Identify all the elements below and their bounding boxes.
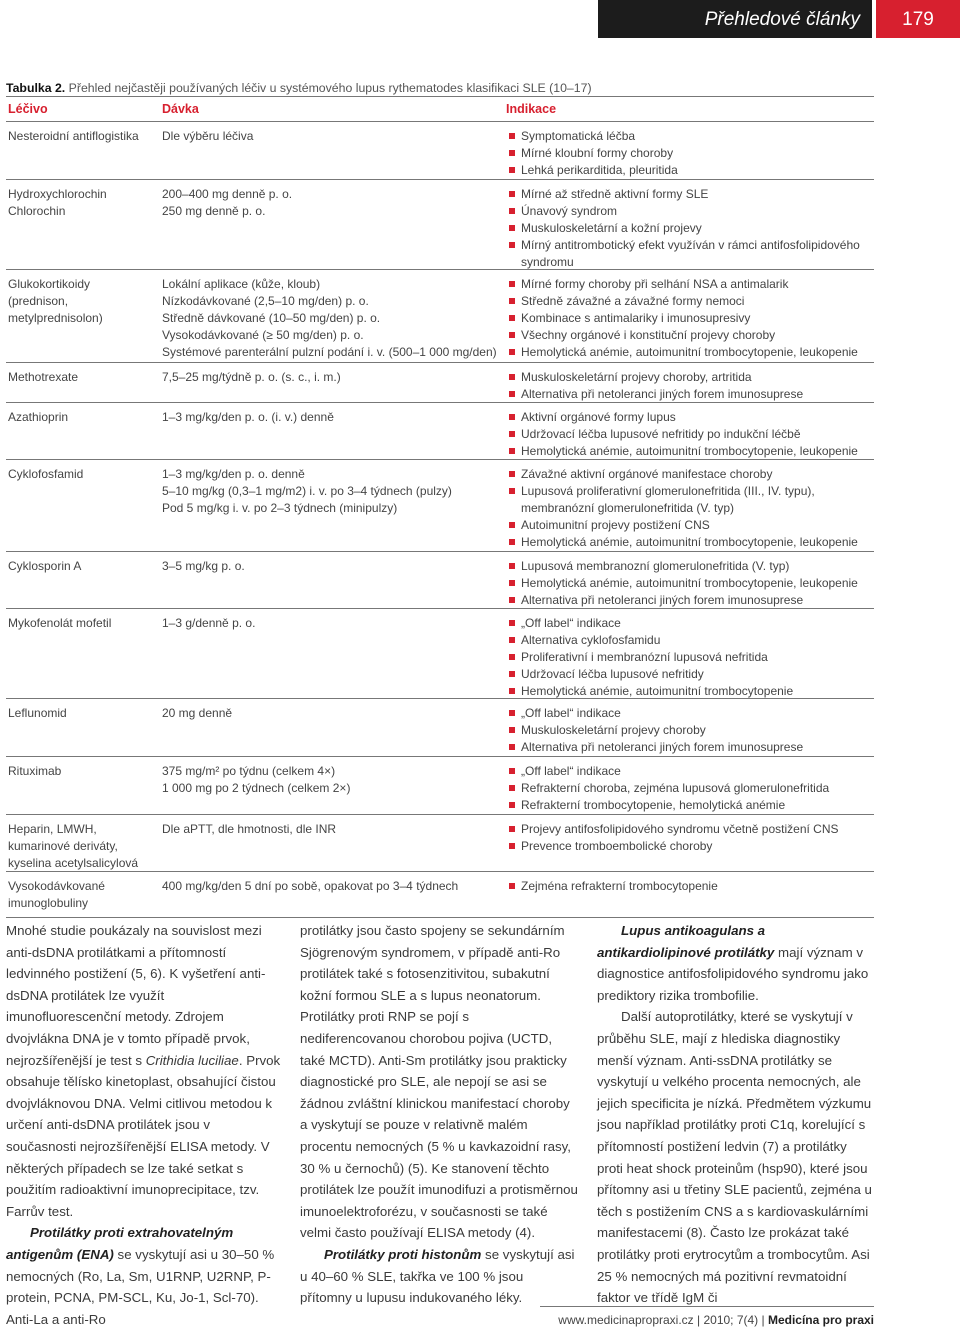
drug-cell	[6, 409, 162, 459]
indication-cell	[506, 409, 874, 459]
indication-item: Hemolytická anémie, autoimunitní trombocytopenie	[506, 683, 874, 700]
indication-item: Lupusová proliferativní glomerulonefritida (III., IV. typu), membranózní glomerulonefritida (V. typ)	[506, 483, 874, 517]
table-row	[6, 552, 874, 609]
drug-cell-line: metylprednisolon)	[8, 310, 103, 325]
drug-cell-line: Cyklosporin A	[8, 559, 82, 573]
paragraph	[597, 920, 875, 1006]
dose-cell-line: Systémové parenterální pulzní podání i. v. (500–1 000 mg/den)	[162, 344, 497, 359]
site-link[interactable]: www.medicinapropraxi.cz	[558, 1313, 694, 1327]
paragraph	[6, 920, 282, 1222]
dose-cell	[162, 821, 506, 871]
dose-cell-line: Pod 5 mg/kg i. v. po 2–3 týdnech (minipulzy)	[162, 500, 398, 515]
table-row	[6, 815, 874, 872]
indication-item: Prevence tromboembolické choroby	[506, 838, 874, 855]
indication-item: Středně závažné a závažné formy nemoci	[506, 293, 874, 310]
indication-item: Aktivní orgánové formy lupus	[506, 409, 874, 426]
drug-cell	[6, 466, 162, 551]
indication-item: Alternativa cyklofosfamidu	[506, 632, 874, 649]
separator: |	[693, 1313, 704, 1327]
indication-cell	[506, 615, 874, 698]
drug-cell-line: Chlorochin	[8, 203, 66, 218]
indication-cell	[506, 466, 874, 551]
section-title: Přehledové články	[598, 0, 872, 38]
indication-item: Lehká perikarditida, pleuritida	[506, 162, 874, 179]
body-column-2	[300, 920, 578, 1309]
page-footer	[558, 1313, 874, 1327]
page-header	[598, 0, 960, 38]
issue: 2010; 7(4)	[703, 1313, 759, 1327]
dose-cell-line: Nízkodávkované (2,5–10 mg/den) p. o.	[162, 293, 369, 308]
footer-rule	[540, 1306, 874, 1307]
emphasis: Protilátky proti extrahovatelným antigenům (ENA)	[6, 1225, 234, 1262]
text-run: se vyskytují asi u 40–60 % SLE, takřka ve 100 % jsou přítomny u lupusu indukovaného léky.	[300, 1246, 575, 1306]
drug-cell-line: kumarinové deriváty,	[8, 838, 118, 853]
indication-item: Hemolytická anémie, autoimunitní trombocytopenie, leukopenie	[506, 575, 874, 592]
dose-cell	[162, 186, 506, 269]
indication-item: Udržovací léčba lupusové nefritidy	[506, 666, 874, 683]
dose-cell-line: 200–400 mg denně p. o.	[162, 187, 293, 201]
dose-cell-line: 1 000 mg po 2 týdnech (celkem 2×)	[162, 780, 351, 795]
table-caption	[6, 81, 592, 95]
indication-item: Udržovací léčba lupusové nefritidy po indukční léčbě	[506, 426, 874, 443]
indication-cell	[506, 186, 874, 269]
dose-cell	[162, 763, 506, 814]
drug-cell-line: Cyklofosfamid	[8, 467, 84, 481]
dose-cell	[162, 466, 506, 551]
indication-item: Hemolytická anémie, autoimunitní trombocytopenie, leukopenie	[506, 443, 874, 460]
dose-cell	[162, 369, 506, 402]
drug-cell	[6, 558, 162, 608]
table-row	[6, 180, 874, 270]
indication-cell	[506, 128, 874, 179]
dose-cell	[162, 128, 506, 179]
table-row	[6, 609, 874, 699]
indication-item: Alternativa při netoleranci jiných forem imunosuprese	[506, 739, 874, 756]
indication-item: Mírné formy choroby při selhání NSA a antimalarik	[506, 276, 874, 293]
journal-name: Medicína pro praxi	[767, 1313, 874, 1327]
drug-cell-line: imunoglobuliny	[8, 895, 89, 910]
body-column-1	[6, 920, 282, 1330]
drug-cell-line: Hydroxychlorochin	[8, 187, 107, 201]
table-row	[6, 460, 874, 552]
dose-cell-line: Lokální aplikace (kůže, kloub)	[162, 277, 321, 291]
dose-cell-line: 3–5 mg/kg p. o.	[162, 559, 245, 573]
table-header	[6, 96, 874, 122]
header-drug: Léčivo	[8, 102, 48, 116]
drug-cell-line: Rituximab	[8, 764, 62, 778]
indication-item: Závažné aktivní orgánové manifestace choroby	[506, 466, 874, 483]
indication-item: „Off label“ indikace	[506, 615, 874, 632]
indication-item: Refrakterní choroba, zejména lupusová glomerulonefritida	[506, 780, 874, 797]
dose-cell	[162, 878, 506, 917]
indication-item: Muskuloskeletární projevy choroby, artritida	[506, 369, 874, 386]
drug-cell-line: Leflunomid	[8, 706, 67, 720]
drug-cell-line: (prednison,	[8, 293, 69, 308]
indication-item: Mírné až středně aktivní formy SLE	[506, 186, 874, 203]
drug-cell-line: kyselina acetylsalicylová	[8, 855, 139, 870]
drug-cell	[6, 186, 162, 269]
indication-item: Proliferativní i membranózní lupusová nefritida	[506, 649, 874, 666]
dose-cell-line: Dle aPTT, dle hmotnosti, dle INR	[162, 822, 337, 836]
indication-item: Lupusová membranozní glomerulonefritida (V. typ)	[506, 558, 874, 575]
indication-cell	[506, 878, 874, 917]
drug-cell	[6, 369, 162, 402]
indication-cell	[506, 369, 874, 402]
text-run: mají význam v diagnostice antifosfolipidového syndromu jako prediktory rizika trombofilie.	[597, 944, 869, 1003]
indication-cell	[506, 276, 874, 362]
drug-table	[6, 96, 874, 918]
paragraph	[300, 1244, 578, 1309]
indication-cell	[506, 821, 874, 871]
drug-cell-line: Vysokodávkované	[8, 879, 105, 893]
drug-cell	[6, 763, 162, 814]
dose-cell-line: Středně dávkované (10–50 mg/den) p. o.	[162, 310, 381, 325]
paragraph	[6, 1222, 282, 1330]
drug-cell-line: Azathioprin	[8, 410, 69, 424]
table-body	[6, 122, 874, 918]
body-column-3	[597, 920, 875, 1309]
drug-cell-line: Heparin, LMWH,	[8, 822, 97, 836]
text-run: se vyskytují asi u 30–50 % nemocných (Ro, La, Sm, U1RNP, U2RNP, P-protein, PCNA, PM-SCL, Ku, Jo-1, Scl-70). Anti-La a anti-Ro	[6, 1246, 275, 1327]
dose-cell-line: 375 mg/m² po týdnu (celkem 4×)	[162, 764, 336, 778]
dose-cell-line: 1–3 mg/kg/den p. o. (i. v.) denně	[162, 410, 334, 424]
drug-cell-line: Glukokortikoidy	[8, 277, 91, 291]
indication-cell	[506, 558, 874, 608]
dose-cell-line: Dle výběru léčiva	[162, 129, 254, 143]
paragraph: protilátky jsou často spojeny se sekundárním Sjögrenovým syndromem, v případě anti-Ro protilátek také s fotosenzitivitou, subakutní kožní formou SLE a s lupus neonatorum. Protilátky proti RNP se pojí s nediferencovanou chorobou pojiva (UCTD, také MCTD). Anti-Sm protilátky jsou prakticky diagnostické pro SLE, ale nepojí se asi se žádnou zvláštní klinickou manifestací choroby a vyskytují se pouze v relativně malém procentu nemocných (5 % u kavkazoidní rasy, 30 % u černochů) (5). Ke stanovení těchto protilátek lze použít imunodifuzi a protisměrnou imunoelektroforézu, v současnosti se také velmi často používají ELISA metody (4).	[300, 923, 578, 1241]
indication-cell	[506, 763, 874, 814]
dose-cell-line: 20 mg denně	[162, 706, 233, 720]
indication-item: Mírný antitrombotický efekt využíván v rámci antifosfolipidového syndromu	[506, 237, 874, 271]
dose-cell	[162, 705, 506, 756]
indication-item: Hemolytická anémie, autoimunitní trombocytopenie, leukopenie	[506, 534, 874, 551]
drug-cell	[6, 615, 162, 698]
indication-item: „Off label“ indikace	[506, 763, 874, 780]
drug-cell	[6, 821, 162, 871]
species-name: Crithidia luciliae	[145, 1052, 239, 1068]
table-row	[6, 122, 874, 180]
paragraph: Další autoprotilátky, které se vyskytují v průběhu SLE, mají z hlediska diagnostiky menší význam. Anti-ssDNA protilátky se vyskytují u velkého procenta nemocných, ale jejich specificita je nízká. Předmětem výzkumu jsou například protilátky proti C1q, korelující s přítomností postižení ledvin (7) a protilátky proti heat shock proteinům (hsp90), které jsou přítomny asi u třetiny SLE pacientů, zejména u těch s postižením CNS a s kardiovaskulárními manifestacemi (8). Často lze prokázat také protilátky proti erytrocytům a trombocytům. Asi 25 % nemocných má pozitivní revmatoidní faktor ve třídě IgM či	[597, 1009, 872, 1306]
text-run: Mnohé studie poukázaly na souvislost mezi anti-dsDNA protilátkami a přítomností ledvinného postižení (5, 6). K vyšetření anti-dsDNA protilátek lze využít imunofluorescenční metody. Zdrojem dvojvlákna DNA je v tomto případě prvok, nejrozšířenější je test s	[6, 923, 266, 1068]
table-row	[6, 757, 874, 815]
drug-cell-line: Mykofenolát mofetil	[8, 616, 112, 630]
table-row	[6, 270, 874, 363]
dose-cell-line: 250 mg denně p. o.	[162, 203, 266, 218]
page-number: 179	[876, 0, 960, 38]
indication-item: Alternativa při netoleranci jiných forem imunosuprese	[506, 386, 874, 403]
table-row	[6, 403, 874, 460]
dose-cell-line: 1–3 g/denně p. o.	[162, 616, 256, 630]
drug-cell-line: Nesteroidní antiflogistika	[8, 129, 139, 143]
dose-cell-line: Vysokodávkované (≥ 50 mg/den) p. o.	[162, 327, 364, 342]
dose-cell	[162, 615, 506, 698]
text-run: . Prvok obsahuje tělísko kinetoplast, obsahující čistou dvojvláknovou DNA. Velmi citlivou metodou k určení anti-dsDNA protilátek jsou v současnosti nejrozšířenější ELISA metody. V některých případech se lze také setkat s použitím radioaktivní imunoprecipitace, tzv. Farrův test.	[6, 1052, 281, 1219]
header-dose: Dávka	[162, 102, 199, 116]
indication-item: Únavový syndrom	[506, 203, 874, 220]
indication-item: Projevy antifosfolipidového syndromu včetně postižení CNS	[506, 821, 874, 838]
drug-cell	[6, 276, 162, 362]
drug-cell	[6, 878, 162, 917]
table-row	[6, 872, 874, 918]
indication-item: Alternativa při netoleranci jiných forem imunosuprese	[506, 592, 874, 609]
indication-item: Hemolytická anémie, autoimunitní trombocytopenie, leukopenie	[506, 344, 874, 361]
indication-item: Muskuloskeletární projevy choroby	[506, 722, 874, 739]
dose-cell	[162, 276, 506, 362]
indication-item: Kombinace s antimalariky i imunosupresivy	[506, 310, 874, 327]
table-row	[6, 699, 874, 757]
indication-item: Mírné kloubní formy choroby	[506, 145, 874, 162]
indication-cell	[506, 705, 874, 756]
emphasis: Protilátky proti histonům	[324, 1246, 482, 1262]
indication-item: Symptomatická léčba	[506, 128, 874, 145]
dose-cell-line: 400 mg/kg/den 5 dní po sobě, opakovat po 3–4 týdnech	[162, 879, 459, 893]
indication-item: Všechny orgánové i konstituční projevy choroby	[506, 327, 874, 344]
dose-cell-line: 1–3 mg/kg/den p. o. denně	[162, 467, 305, 481]
table-row	[6, 363, 874, 403]
table-label: Tabulka 2.	[6, 81, 66, 95]
drug-cell	[6, 128, 162, 179]
dose-cell	[162, 409, 506, 459]
indication-item: „Off label“ indikace	[506, 705, 874, 722]
table-caption-text: Přehled nejčastěji používaných léčiv u systémového lupus rythematodes klasifikaci SLE (10–17)	[65, 81, 592, 95]
dose-cell	[162, 558, 506, 608]
dose-cell-line: 7,5–25 mg/týdně p. o. (s. c., i. m.)	[162, 370, 341, 384]
indication-item: Zejména refrakterní trombocytopenie	[506, 878, 874, 895]
separator: |	[758, 1313, 768, 1327]
indication-item: Muskuloskeletární a kožní projevy	[506, 220, 874, 237]
dose-cell-line: 5–10 mg/kg (0,3–1 mg/m2) i. v. po 3–4 týdnech (pulzy)	[162, 483, 452, 498]
indication-item: Refrakterní trombocytopenie, hemolytická anémie	[506, 797, 874, 814]
header-indication: Indikace	[506, 102, 557, 116]
drug-cell	[6, 705, 162, 756]
drug-cell-line: Methotrexate	[8, 370, 79, 384]
emphasis: Lupus antikoagulans a antikardiolipinové protilátky	[597, 923, 775, 960]
indication-item: Autoimunitní projevy postižení CNS	[506, 517, 874, 534]
